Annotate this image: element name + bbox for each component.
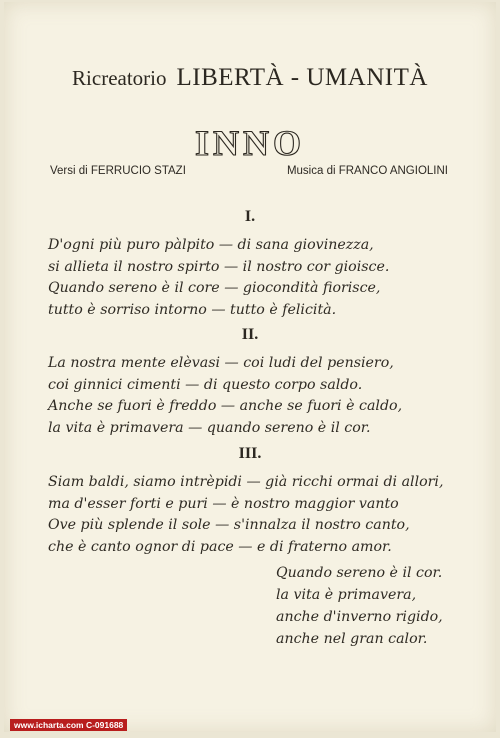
verse-line: che è canto ognor di pace — e di fraterno amor. <box>48 538 392 555</box>
stanza-numeral-2: II. <box>241 326 259 343</box>
music-credit: Musica di FRANCO ANGIOLINI <box>286 165 448 177</box>
watermark-label: www.icharta.com C-091688 <box>10 719 127 731</box>
stanza-numeral-1: I. <box>244 208 256 225</box>
verse-line: coi ginnici cimenti — di questo corpo saldo. <box>48 376 363 393</box>
institution-prefix: Ricreatorio <box>72 66 167 90</box>
verses-credit: Versi di FERRUCIO STAZI <box>50 165 186 177</box>
verse-line: Siam baldi, siamo intrèpidi — già ricchi ormai di allori, <box>48 474 444 490</box>
verse-line: D'ogni più puro pàlpito — di sana giovinezza, <box>48 237 374 253</box>
verse-line: ma d'esser forti e puri — è nostro maggior vanto <box>48 495 399 512</box>
institution-header <box>4 64 496 92</box>
verse-line: tutto è sorriso intorno — tutto è felicità. <box>48 301 337 318</box>
hymn-title: INNO <box>194 123 305 163</box>
stanza-2 <box>48 353 476 439</box>
verse-line: si allieta il nostro spirto — il nostro cor gioisce. <box>48 258 390 275</box>
refrain-line: la vita è primavera, <box>276 587 417 603</box>
institution-name: LIBERTÀ - UMANITÀ <box>176 64 428 91</box>
verse-line: Quando sereno è il core — giocondità fiorisce, <box>48 280 381 296</box>
refrain-line: Quando sereno è il cor. <box>276 565 443 581</box>
refrain-line: anche d'inverno rigido, <box>276 609 443 625</box>
verse-line: la vita è primavera — quando sereno è il cor. <box>48 419 371 436</box>
stanza-numeral-3: III. <box>238 445 262 462</box>
refrain-line: anche nel gran calor. <box>276 631 428 647</box>
verse-line: Ove più splende il sole — s'innalza il nostro canto, <box>48 517 410 533</box>
credits-row <box>50 165 452 177</box>
verse-line: Anche se fuori è freddo — anche se fuori è caldo, <box>48 398 403 414</box>
stanza-3 <box>48 472 476 558</box>
stanza-1 <box>48 235 476 321</box>
song-sheet <box>4 2 496 732</box>
verse-line: La nostra mente elèvasi — coi ludi del pensiero, <box>48 355 394 371</box>
refrain <box>276 562 443 650</box>
